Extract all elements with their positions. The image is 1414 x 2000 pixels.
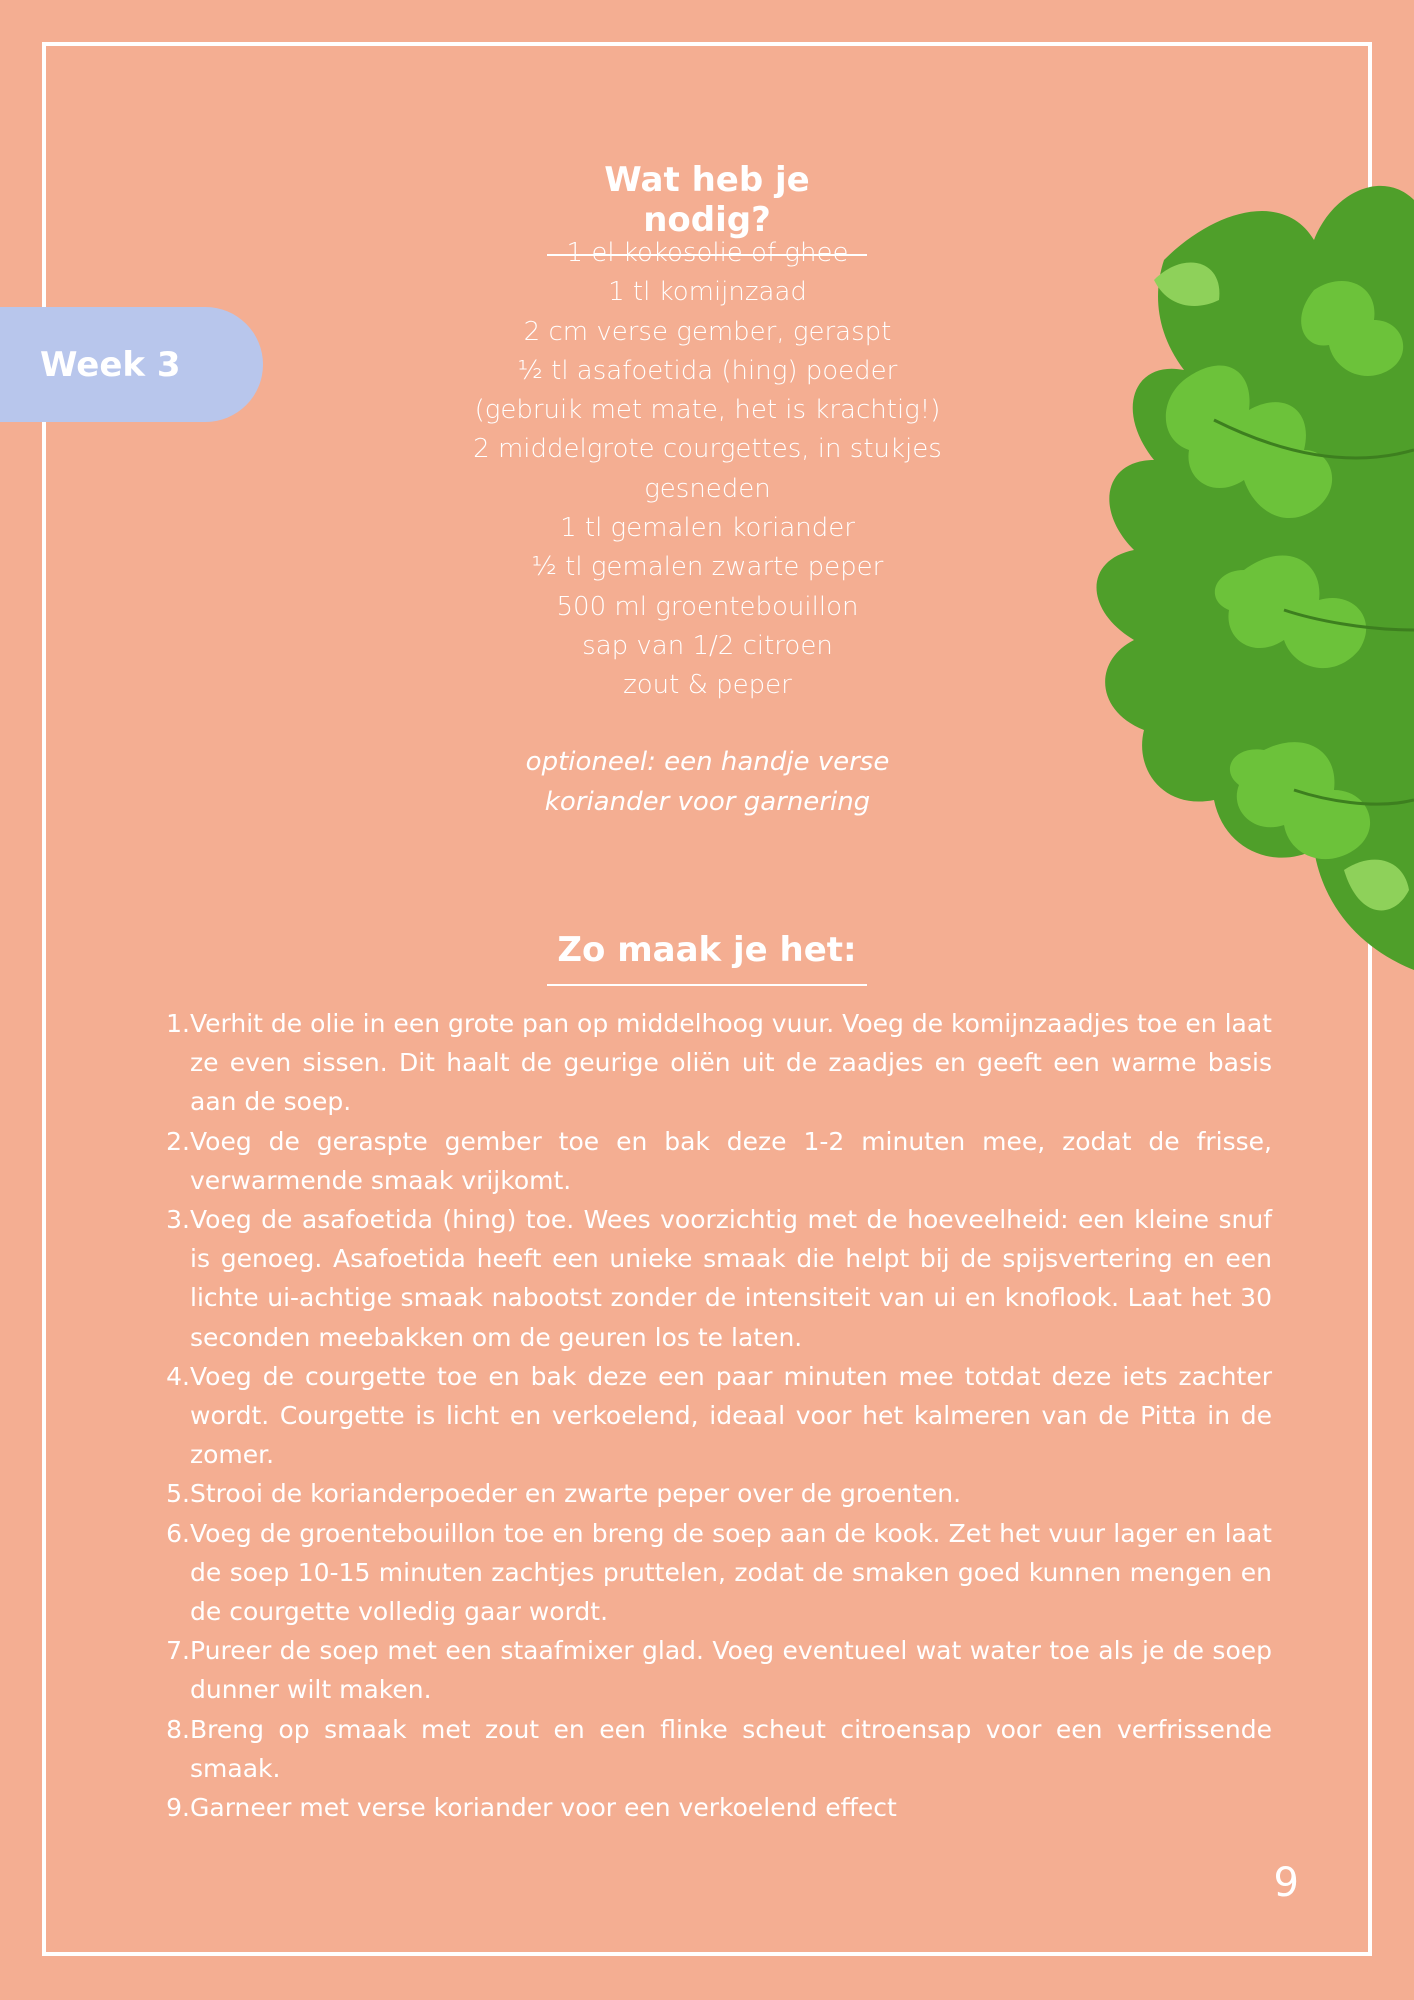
step-text: Voeg de courgette toe en bak deze een paar minuten mee totdat deze iets zachter wordt. Courgette is licht en verkoelend, ideaal voor het kalmeren van de Pitta in de zomer. xyxy=(190,1361,1272,1470)
method-step xyxy=(150,1122,1272,1200)
step-number: 5. xyxy=(166,1479,190,1509)
step-number: 1. xyxy=(166,1009,190,1038)
optional-note xyxy=(470,742,945,822)
ingredient-item: 1 el kokosolie of ghee xyxy=(566,238,849,268)
method-step xyxy=(150,1788,1272,1827)
step-number: 8. xyxy=(166,1714,190,1744)
method-step xyxy=(150,1357,1272,1475)
week-tab-label: Week 3 xyxy=(40,344,181,385)
step-text: Verhit de olie in een grote pan op middelhoog vuur. Voeg de komijnzaadjes toe en laat ze even sissen. Dit haalt de geurige oliën uit de zaadjes en geeft een warme basis aan de soep. xyxy=(190,1009,1272,1117)
method-step xyxy=(150,1631,1272,1709)
ingredient-item: 1 tl gemalen koriander xyxy=(560,513,855,544)
ingredients-title: Wat heb je nodig? xyxy=(547,160,867,256)
step-number: 6. xyxy=(166,1518,190,1548)
optional-note-line: optioneel: een handje verse xyxy=(525,747,890,777)
step-number: 7. xyxy=(166,1636,190,1666)
ingredient-item: zout & peper xyxy=(623,670,792,701)
method-step xyxy=(150,1200,1272,1357)
method-step xyxy=(150,1514,1272,1632)
ingredient-item: 500 ml groentebouillon xyxy=(556,591,859,622)
method-step xyxy=(150,1474,1272,1513)
ingredients-list xyxy=(430,234,985,706)
ingredient-item: 2 cm verse gember, geraspt xyxy=(523,316,892,347)
step-number: 3. xyxy=(166,1205,190,1235)
step-number: 4. xyxy=(166,1361,190,1391)
ingredient-item: gesneden xyxy=(644,473,771,504)
step-text: Pureer de soep met een staafmixer glad. Voeg eventueel wat water toe als je de soep dunner wilt maken. xyxy=(190,1636,1272,1705)
page-number: 9 xyxy=(1273,1860,1299,1906)
coriander-image xyxy=(984,150,1414,990)
ingredient-item: sap van 1/2 citroen xyxy=(582,630,833,661)
step-text: Breng op smaak met zout en een flinke scheut citroensap voor een verfrissende smaak. xyxy=(190,1714,1272,1783)
step-text: Garneer met verse koriander voor een verkoelend effect xyxy=(190,1793,897,1823)
step-text: Strooi de korianderpoeder en zwarte peper over de groenten. xyxy=(190,1479,962,1509)
optional-note-line: koriander voor garnering xyxy=(544,787,871,817)
ingredient-item: ½ tl asafoetida (hing) poeder xyxy=(517,355,898,386)
step-text: Voeg de geraspte gember toe en bak deze 1-2 minuten mee, zodat de frisse, verwarmende smaak vrijkomt. xyxy=(190,1126,1272,1195)
step-number: 2. xyxy=(166,1126,190,1156)
ingredient-item: ½ tl gemalen zwarte peper xyxy=(531,552,884,583)
method-title: Zo maak je het: xyxy=(547,930,867,986)
week-tab xyxy=(0,307,263,422)
method-step xyxy=(150,1710,1272,1788)
ingredient-item: (gebruik met mate, het is krachtig!) xyxy=(474,395,941,426)
step-text: Voeg de asafoetida (hing) toe. Wees voorzichtig met de hoeveelheid: een kleine snuf is genoeg. Asafoetida heeft een unieke smaak die helpt bij de spijsvertering en een lichte ui-achtige smaak nabootst zonder de intensiteit van ui en knoflook. Laat het 30 seconden meebakken om de geuren los te laten. xyxy=(190,1205,1272,1352)
method-step xyxy=(150,1004,1272,1122)
ingredient-item: 2 middelgrote courgettes, in stukjes xyxy=(473,434,942,465)
method-steps xyxy=(150,1004,1272,1827)
step-text: Voeg de groentebouillon toe en breng de soep aan de kook. Zet het vuur lager en laat de soep 10-15 minuten zachtjes pruttelen, zodat de smaken goed kunnen mengen en de courgette volledig gaar wordt. xyxy=(190,1518,1272,1627)
step-number: 9. xyxy=(166,1793,190,1823)
ingredient-item: 1 tl komijnzaad xyxy=(608,277,807,308)
